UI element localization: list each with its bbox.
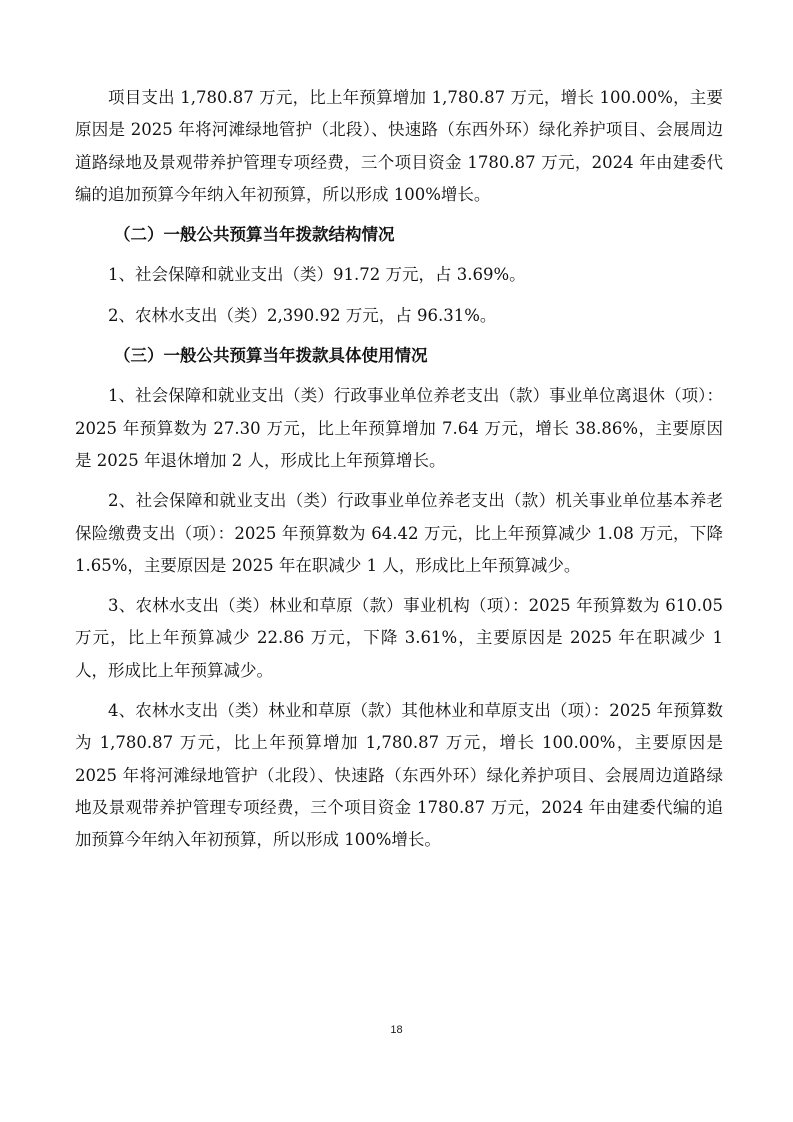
paragraph-project-expenditure: 项目支出 1,780.87 万元，比上年预算增加 1,780.87 万元，增长 100.00%，主要原因是 2025 年将河滩绿地管护（北段）、快速路（东西外环）绿化养护项目、会展周边道路绿地及景观带养护管理专项经费，三个项目资金 1780.87 万元，2024 年由建委代编的追加预算今年纳入年初预算，所以形成 100%增长。: [75, 88, 723, 204]
page-number: 18: [390, 1024, 403, 1036]
section-heading-allocation-structure: （二）一般公共预算当年拨款结构情况: [114, 225, 395, 245]
section-heading-allocation-usage: （三）一般公共预算当年拨款具体使用情况: [114, 346, 428, 366]
document-body: [75, 82, 723, 857]
paragraph-pension-insurance-item: 2、社会保障和就业支出（类）行政事业单位养老支出（款）机关事业单位基本养老保险缴费支出（项）：2025 年预算数为 64.42 万元，比上年预算减少 1.08 万元，下降 1.65%，主要原因是 2025 年在职减少 1 人，形成比上年预算减少。: [75, 491, 723, 575]
paragraph-other-forestry-item: 4、农林水支出（类）林业和草原（款）其他林业和草原支出（项）：2025 年预算数为 1,780.87 万元，比上年预算增加 1,780.87 万元，增长 100.00%，主要原因是 2025 年将河滩绿地管护（北段）、快速路（东西外环）绿化养护项目、会展周边道路绿地及景观带养护管理专项经费，三个项目资金 1780.87 万元，2024 年由建委代编的追加预算今年纳入年初预算，所以形成 100%增长。: [75, 701, 723, 850]
paragraph-forestry-institution-item: 3、农林水支出（类）林业和草原（款）事业机构（项）：2025 年预算数为 610.05 万元，比上年预算减少 22.86 万元，下降 3.61%，主要原因是 2025 年在职减少 1 人，形成比上年预算减少。: [75, 596, 723, 680]
paragraph-agriculture-share: 2、农林水支出（类）2,390.92 万元，占 96.31%。: [108, 305, 497, 325]
paragraph-social-security-share: 1、社会保障和就业支出（类）91.72 万元，占 3.69%。: [108, 265, 526, 285]
paragraph-retirement-item: 1、社会保障和就业支出（类）行政事业单位养老支出（款）事业单位离退休（项）：2025 年预算数为 27.30 万元，比上年预算增加 7.64 万元，增长 38.86%，主要原因是 2025 年退休增加 2 人，形成比上年预算增长。: [75, 386, 723, 470]
